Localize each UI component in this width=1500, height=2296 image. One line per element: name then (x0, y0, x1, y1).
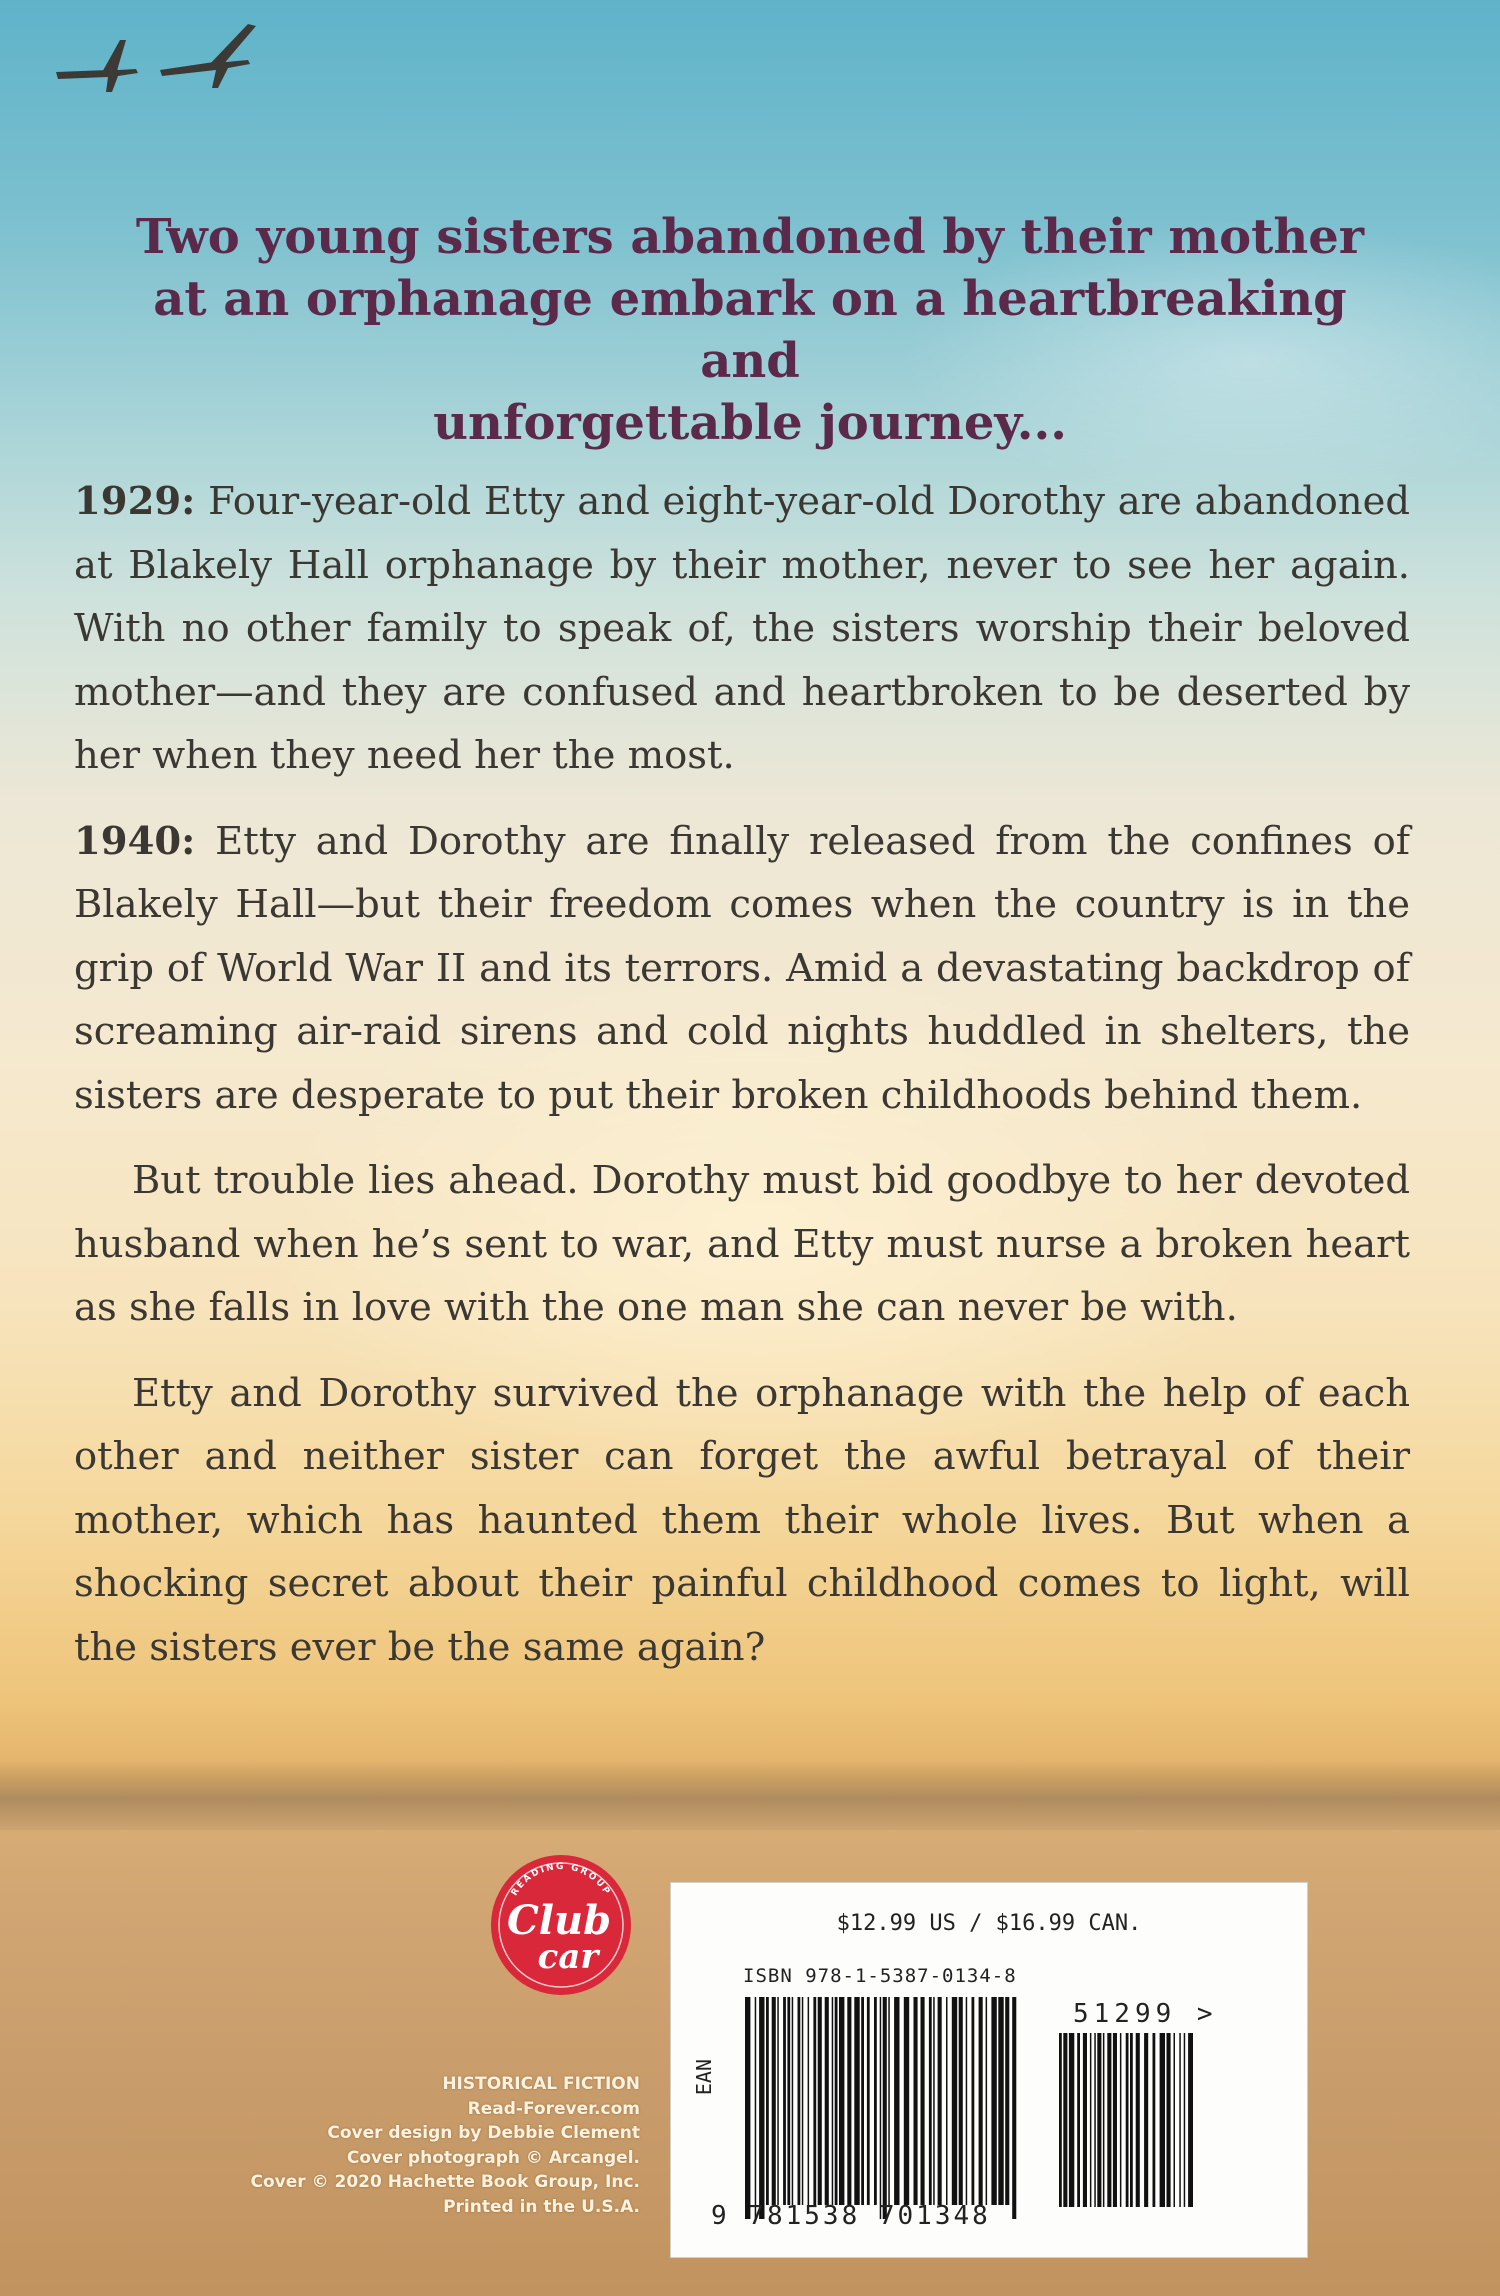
barcode-bar (861, 1997, 864, 2205)
barcode-bar (1077, 2033, 1080, 2207)
barcode-bar (783, 1997, 786, 2205)
paragraph-text: Etty and Dorothy are finally released from the confines of Blakely Hall—but their freedom comes when the country is in the grip of World War II and its terrors. Amid a devastating backdrop of screaming air-raid sirens and cold nights huddled in shelters, the sisters are desperate to put their broken childhoods behind them. (74, 818, 1410, 1118)
barcode-bar (777, 1997, 779, 2205)
svg-text:car: car (537, 1937, 599, 1977)
barcode-bar (745, 1997, 750, 2219)
barcode-bar (813, 1997, 816, 2205)
barcode-bar (904, 1997, 909, 2205)
barcode-panel (670, 1882, 1308, 2258)
barcode-bar (1126, 2033, 1129, 2207)
barcode-bar (867, 1997, 870, 2205)
barcode-bar (802, 1997, 804, 2205)
genre-label: HISTORICAL FICTION (442, 2074, 640, 2094)
barcode-bar (1184, 2033, 1186, 2207)
svg-text:Club: Club (506, 1897, 612, 1944)
barcode-bar (839, 1997, 844, 2205)
barcode-bar (888, 1997, 890, 2205)
year-label: 1940: (74, 818, 196, 864)
paragraph-text: Four-year-old Etty and eight-year-old Dorothy are abandoned at Blakely Hall orphanage by their mother, never to see her again. With no other family to speak of, the sisters worship their beloved mother—and they are confused and heartbroken to be deserted by her when they need her the most. (74, 479, 1410, 778)
svg-text:READING GROUP: READING GROUP (509, 1861, 613, 1898)
barcode-bar (825, 1997, 829, 2205)
ean-text: EAN (692, 2059, 716, 2096)
barcode-bar (1174, 2033, 1176, 2207)
barcode-bar (798, 1997, 801, 2205)
barcode-bar (880, 1997, 882, 2219)
barcode-bar (1005, 1997, 1009, 2205)
barcode-bar (1188, 2033, 1193, 2207)
tagline: Two young sisters abandoned by their mother at an orphanage embark on a heartbreaking and unforgettable journey... (135, 209, 1365, 451)
paragraph-trouble: But trouble lies ahead. Dorothy must bid goodbye to her devoted husband when he’s sent to war, and Etty must nurse a broken heart as she falls in love with the one man she can never be with. (74, 1158, 1410, 1330)
barcode-bar (1160, 2033, 1165, 2207)
barcode-bar (1094, 2033, 1096, 2207)
barcode-bar (1136, 2033, 1140, 2207)
website-link[interactable]: Read-Forever.com (467, 2098, 640, 2119)
barcode-bar (1069, 2033, 1074, 2207)
photo-credit: Cover photograph © Arcangel. (346, 2147, 640, 2168)
ean-digits: 9 781538 701348 (711, 2201, 991, 2231)
barcode-bar (766, 1997, 769, 2205)
barcode-bar (1179, 2033, 1181, 2207)
barcode-bar (1153, 2033, 1156, 2207)
printed-notice: Printed in the U.S.A. (443, 2196, 640, 2217)
barcode-bar (979, 1997, 983, 2205)
paragraph-1929 (74, 470, 1410, 788)
barcode-bar (818, 1997, 822, 2205)
barcode-bar (1103, 2033, 1105, 2207)
barcode-bar (883, 1997, 887, 2219)
paragraph-1940 (74, 810, 1410, 1128)
cover-credits (200, 2072, 640, 2219)
barcode-bar (759, 1997, 764, 2219)
barcode-bar (808, 1997, 810, 2205)
barcode-bar (972, 1997, 975, 2205)
price-code: 51299 > (1073, 1999, 1218, 2029)
barcode-bar (952, 1997, 957, 2205)
isbn-label: ISBN 978-1-5387-0134-8 (743, 1965, 1017, 1987)
barcode-bar (929, 1997, 932, 2205)
barcode-bar (847, 1997, 851, 2205)
barcode-bar (1113, 2033, 1117, 2207)
barcode-bar (854, 1997, 859, 2205)
price-barcode (1057, 2033, 1193, 2221)
barcode-bar (835, 1997, 838, 2205)
barcode-bar (1167, 2033, 1171, 2207)
barcode-bar (1097, 2033, 1101, 2207)
airplanes-icon (48, 0, 308, 120)
barcode-bar (938, 1997, 942, 2205)
barcode-bar (1130, 2033, 1133, 2207)
ean-barcode (743, 1997, 1023, 2219)
paragraph-secret: Etty and Dorothy survived the orphanage with the help of each other and neither sister can forget the awful betrayal of their mother, which has haunted them their whole lives. But when a shocking secret about their painful childhood comes to light, will the sisters ever be the same again? (74, 1370, 1410, 1670)
horizon-field (0, 1760, 1500, 1830)
barcode-bar (991, 1997, 996, 2205)
barcode-bar (933, 1997, 935, 2205)
ean-label (691, 2059, 715, 2101)
price-label: $12.99 US / $16.99 CAN. (836, 1911, 1142, 1936)
barcode-bar (998, 1997, 1003, 2205)
barcode-bar (1059, 2033, 1062, 2207)
barcode-bar (1063, 2033, 1067, 2207)
year-label: 1929: (74, 479, 196, 524)
synopsis (74, 470, 1410, 1701)
barcode-bar (959, 1997, 963, 2205)
barcode-bar (1107, 2033, 1111, 2207)
barcode-bar (966, 1997, 968, 2205)
club-car-logo (486, 1850, 636, 2000)
barcode-bar (1090, 2033, 1092, 2207)
barcode-bar (894, 1997, 899, 2205)
copyright-notice: Cover © 2020 Hachette Book Group, Inc. (250, 2172, 640, 2192)
barcode-bar (986, 1997, 988, 2205)
barcode-bar (946, 1997, 948, 2205)
barcode-bar (832, 1997, 834, 2205)
barcode-bar (1144, 2033, 1148, 2207)
barcode-bar (1012, 1997, 1016, 2219)
barcode-bar (1083, 2033, 1087, 2207)
barcode-bar (1120, 2033, 1122, 2207)
barcode-bar (772, 1997, 776, 2205)
barcode-bar (874, 1997, 877, 2205)
barcode-bar (755, 1997, 757, 2219)
barcode-bar (921, 1997, 925, 2205)
barcode-bar (914, 1997, 918, 2205)
barcode-bar (792, 1997, 794, 2205)
barcode-bar (787, 1997, 790, 2205)
design-credit: Cover design by Debbie Clement (327, 2123, 640, 2143)
